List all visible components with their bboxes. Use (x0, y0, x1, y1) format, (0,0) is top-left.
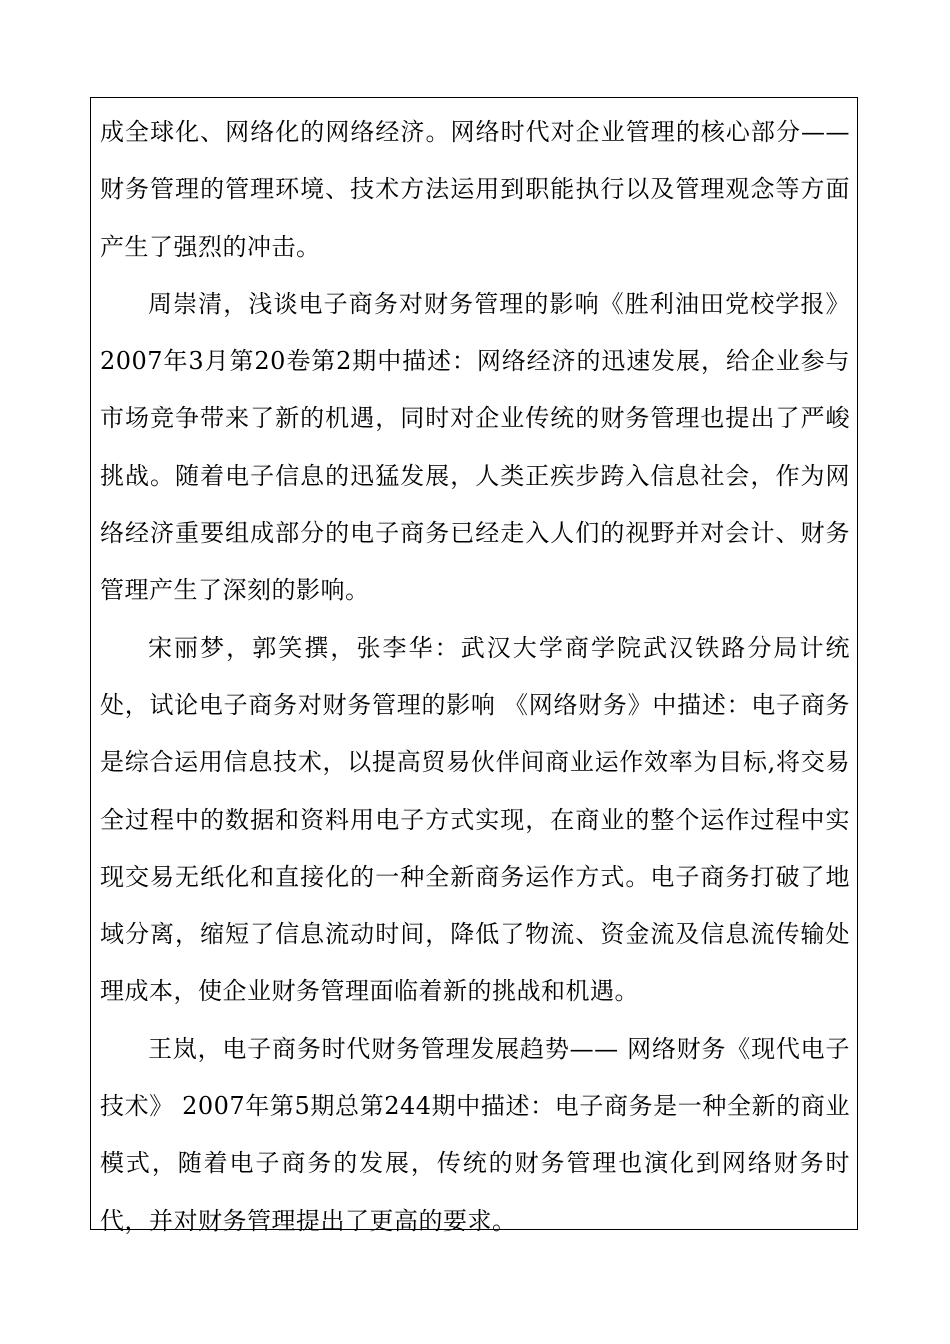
document-body (100, 104, 850, 1250)
paragraph-song-limeng: 宋丽梦，郭笑撰，张李华：武汉大学商学院武汉铁路分局计统处，试论电子商务对财务管理的影响 《网络财务》中描述：电子商务是综合运用信息技术，以提高贸易伙伴间商业运作效率为目标,将交易全过程中的数据和资料用电子方式实现，在商业的整个运作过程中实现交易无纸化和直接化的一种全新商务运作方式。电子商务打破了地域分离，缩短了信息流动时间，降低了物流、资金流及信息流传输处理成本，使企业财务管理面临着新的挑战和机遇。 (100, 633, 850, 1006)
paragraph-wang-lan: 王岚，电子商务时代财务管理发展趋势—— 网络财务《现代电子技术》 2007年第5期总第244期中描述：电子商务是一种全新的商业模式，随着电子商务的发展，传统的财务管理也演化到网络财务时代，并对财务管理提出了更高的要求。 (100, 1034, 850, 1235)
paragraph-zhou-chongqing: 周崇清，浅谈电子商务对财务管理的影响《胜利油田党校学报》2007年3月第20卷第2期中描述：网络经济的迅速发展，给企业参与市场竞争带来了新的机遇，同时对企业传统的财务管理也提出了严峻挑战。随着电子信息的迅猛发展，人类正疾步跨入信息社会，作为网络经济重要组成部分的电子商务已经走入人们的视野并对会计、财务管理产生了深刻的影响。 (100, 289, 850, 605)
paragraph-intro-continuation: 成全球化、网络化的网络经济。网络时代对企业管理的核心部分——财务管理的管理环境、技术方法运用到职能执行以及管理观念等方面产生了强烈的冲击。 (100, 118, 850, 261)
